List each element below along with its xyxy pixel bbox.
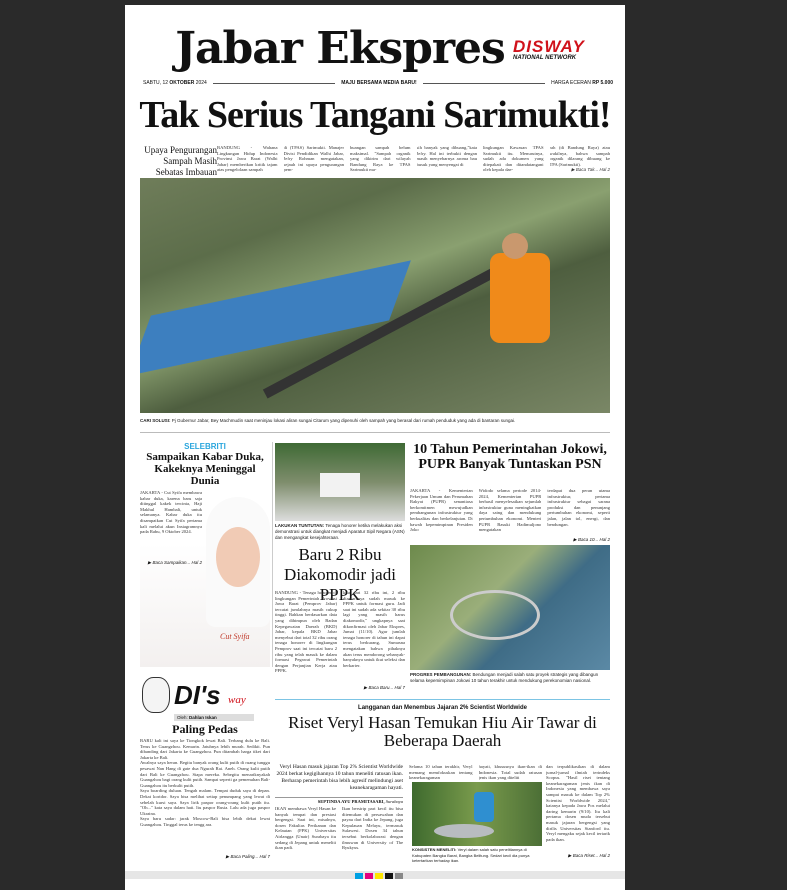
disway-headline: Paling Pedas [172, 722, 238, 736]
column: Selama 10 tahun terakhir, Veryl memang memfokuskan tentang keanekaragaman [409, 764, 473, 781]
column: di (TPAS) Sarimukti. Manajer Divisi Pendidikan Walhi Jabar, Jefry Rohman mengatakan, sejauh ini upaya pengurangan pem- [283, 145, 344, 173]
author-sketch [142, 677, 170, 713]
continued-link[interactable]: ▶ Baca Riset... Hal 2 [568, 853, 610, 858]
pupr-body [410, 488, 610, 538]
continued-link[interactable]: ▶ Baca 10... Hal 2 [573, 537, 610, 542]
divider [140, 432, 610, 433]
column: hayati, khususnya ikan-ikan di Indonesia. Total sudah ratusan jenis ikan yang diteliti [478, 764, 542, 781]
pppk-caption: LAKUKAN TUNTUTAN: Tenaga honorer ketika melakukan aksi demonstrasi untuk diangkat menjadi Aparatur Sipil Negara (ASN) dan mengangkat kesejahteraan. [275, 523, 405, 540]
pupr-caption: PROGRES PEMBANGUNAN: Bendungan menjadi salah satu proyek strategis yang dibangun selama kepemimpinan Jokowi 10 tahun terakhir untuk mendukung perekonomian nasional. [410, 672, 599, 683]
disway-logo: DISWAY [513, 37, 585, 56]
column: IKAN membawa Veryl Hasan ke banyak tempat dan prestasi bergengsi. Saat ini, misalnya, dosen Fakultas Perikanan dan Kelautan (FPK) Universitas Airlangga (Unair) Surabaya itu sedang di Jepang untuk meneliti ikan padi. [275, 806, 336, 851]
masthead-title: Jabar Ekspres [175, 23, 505, 74]
selebriti-body: JAKARTA - Cut Syifa membawa kabar duka, karena baru saja ditinggal kakek tercinta, Haji Makhul Hambali, untuk selamanya. Kabar duka itu disampaikan Cut Syifa pertama kali melalui akun Instagramnya pada Rabu, 9 Oktober 2024. [140, 490, 202, 535]
document-held [320, 473, 360, 497]
column: Widodo selama periode 2014-2024, Kementerian PUPR berhasil menyelesaikan sejumlah infrastruktur guna meningkatkan daya saing dan mendukung pertumbuhan ekonomi. Menteri PUPR Basuki Hadimuljono mengatakan [478, 488, 542, 533]
disway-body: BARU kali ini saya ke Tiongkok lewat Bali. Terbang dulu ke Bali. Terus ke Guangzhou. Kemarin. Jatuhnya lebih murah. Sedikit. Pun dibanding dari Jakarta ke Guangzhou. Pun ditambah harga tiket dari Jakarta ke Bali. Awalnya saya heran. Begitu banyak orang kulit putih di ruang tunggu pesawat Nan Hang di gate dua Ngurah Rai. Aneh. Orang kulit putih dari Bali ke Guangzhou. Siapa mereka. Sebegitu menariknyakah Guangzhou bagi orang kulit putih. Sampai seperti ga pemenuhan Bali-Guangzhou itu berkulit putih. Saya boarding duluan. Tengah malam. Tempat duduk saya di depan. Dekat koridor. Saya bisa melihat setiap penumpang yang lewat di sebelah kursi saya. Saya lirik paspor orang-orang kulit putih itu. "Oh..." kata saya dalam hati. Itu paspor Rusia. Lalu ada juga paspor Ukraina. Saya baru sadar: jarak Moscow-Bali bisa lebih dekat lewat Guangzhou. Tinggal terus ke tengg ara. [140, 738, 270, 827]
pppk-photo [275, 443, 405, 521]
divider [275, 699, 610, 700]
celebrity-face [216, 527, 260, 587]
color-registration-bar [355, 873, 403, 879]
newspaper-page [125, 5, 625, 890]
price: HARGA ECERAN RP 5.000 [551, 80, 614, 86]
fish [434, 824, 494, 838]
tagline: MAJU BERSAMA MEDIA BARU! [341, 80, 417, 86]
boat [140, 260, 411, 375]
column: rah (di Bandung Raya) atau wakilnya, bahwa sampah organik dilarang dibuang ke TPA (Sarimukti). ▶ Baca Tak... Hal 2 [549, 145, 610, 173]
continued-link[interactable]: ▶ Baca Sampaikan... Hal 2 [147, 560, 202, 565]
person-life-vest [490, 253, 550, 343]
main-headline: Tak Serius Tangani Sarimukti! [139, 94, 611, 136]
continued-link[interactable]: ▶ Baca Baru... Hal 7 [363, 685, 405, 690]
person-head [502, 233, 528, 259]
continued-link[interactable]: ▶ Baca Tak... Hal 2 [571, 167, 610, 173]
selebriti-kicker: SELEBRITI [184, 442, 226, 451]
veryl-kicker: Langganan dan Menembus Jajaran 2% Scientist Worldwide [358, 705, 527, 711]
veryl-body-left [275, 806, 403, 854]
column: JAKARTA - Kementerian Pekerjaan Umum dan Perumahan Rakyat (PUPR) senantiasa berkomitmen mewujudkan pembangunan infrastruktur yang berkualitas dan berkelanjutan. Di bawah kepemimpinan Presiden Joko [410, 488, 473, 533]
divider [213, 83, 335, 84]
pupr-headline: 10 Tahun Pemerintahan Jokowi, PUPR Banyak Tuntaskan PSN [413, 442, 607, 472]
main-photo-caption: CARI SOLUSI: Pj Gubernur Jabar, Bey Machmudin saat meninjau lokasi aliran sungai Citarum yang dipenuhi oleh sampah yang berasal dari rumah penduduk yang ada di bantaran sungai. [140, 418, 516, 423]
veryl-body-top [409, 764, 542, 782]
main-photo-river-trash [140, 178, 610, 413]
disway-logo: DI's [174, 680, 221, 710]
veryl-byline: SEPTINDA AYU PRAMITASARI, Surabaya [275, 797, 403, 804]
column: kita dari 32 ribu ini, 2 ribu diantaranya sudah masuk ke PPPK untuk formasi guru. Jadi saat ini sudah ada sekitar 30 ribu lagi yang masih harus diakomodir," ungkapnya saat dikonfirmasi oleh Jabar Ekspres, Jumat (11/10). Agar jumlah tenaga honorer di tahun ini dapat terus berkurang, Sumasna mengatakan bahwa pihaknya akan terus mendorong sebanyak-banyaknya untuk ikut seleksi dan berkarier. [343, 590, 405, 668]
disway-network: NATIONAL NETWORK [513, 55, 577, 61]
divider [423, 83, 545, 84]
column: terdapat dua peran utama infrastruktur, pertama infrastruktur sebagai sarana produksi dan penunjang pertumbuhan ekonomi, seperti jalan, jalan tol, energi, dan bendungan. [547, 488, 611, 527]
veryl-photo [412, 782, 542, 846]
column: lingkungan Kawasan TPAS Sarimukti itu. Menurutnya, sudah ada dokumen yang ditepakati dan ditandatangani oleh kepala dae- [483, 145, 544, 173]
dam-photo [410, 545, 610, 670]
veryl-headline: Riset Veryl Hasan Temukan Hiu Air Tawar di Beberapa Daerah [288, 713, 597, 750]
pppk-headline: Baru 2 Ribu Diakomodir jadi PPPK [284, 545, 396, 604]
dam-road [450, 590, 540, 640]
disway-logo-script: way [228, 694, 246, 706]
pppk-body [275, 590, 405, 685]
veryl-lead: Veryl Hasan masuk jajaran Top 2% Scientist Worldwide 2024 berkat kegigihannya 10 tahun meneliti ratusan ikan. Berharap pemerintah bisa lebih agresif melindungi aset keanekaragaman hayati. [276, 764, 403, 791]
veryl-body-right: dan terpublikasikan di dalam jurnal-jurnal ilmiah terindeks Scopus. "Hasil riset tentang keanekaragaman jenis ikan di Indonesia yang membawa saya sampai masuk ke dalam Top 2% Scientist Worldwide 2024," katanya kepada Jawa Pos melalui daring kemarin (9/10). Itu kali pertama dosen muda tersebut masuk jajaran bergengsi yang dirilis Universitas Stanford itu. Veryl mengaku sejak kecil tertarik pada ikan. [546, 764, 610, 842]
selebriti-section [140, 442, 270, 667]
signature: Cut Syifa [220, 632, 250, 641]
column: sih banyak yang dibuang,"kata Jefry. Hal ini terbukti dengan masih menyebarnya aroma bau busuk yang menyengat di [416, 145, 477, 167]
column: BANDUNG - Wahana Lingkungan Hidup Indonesia Provinsi Jawa Barat (Walhi Jabar) memberikan kritik tajam atas pengelolaan sampah [217, 145, 278, 173]
researcher [474, 792, 494, 822]
continued-link[interactable]: ▶ Baca Paling... Hal 7 [225, 854, 270, 859]
veryl-caption: KONSISTEN MENELITI: Veryl dalam salah satu penelitiannya di Kabupaten Bangka Barat, Bangka Belitung. Sedari kecil dia punya ketertarikan terhadap ikan. [412, 847, 530, 863]
divider [272, 442, 273, 667]
column: BANDUNG - Tenaga honorer di lingkungan Pemerintah Provinsi Jawa Barat (Pemprov Jabar) tercatat jumlahnya masih cukup tinggi. Bahkan berdasarkan data yang dihimpun oleh Badan Kepegawaian Daerah (BKD) Jabar, kepala BKD Jabar menyebut dari total 32 ribu orang tenaga honorer di lingkungan Pemprov saat ini tercatat baru 2 ribu yang telah masuk ke dalam formasi Pegawai Pemerintah dengan Perjanjian Kerja atau PPPK. [275, 590, 337, 674]
byline: Oleh: Dahlan Iskan [174, 714, 254, 721]
dateline [143, 79, 613, 87]
selebriti-headline: Sampaikan Kabar Duka, Kakeknya Meninggal Dunia [146, 451, 264, 487]
issue-date: SABTU, 12 OKTOBER 2024 [143, 80, 207, 86]
main-subhead: Upaya Pengurangan Sampah Masih Sebatas Imbauan [144, 145, 217, 177]
column: buangan sampah belum maksimal. "Sampah organik yang dikirim dari wilayah Bandung Raya ke TPAS Sarimukti ma- [350, 145, 411, 173]
disway-column [140, 672, 270, 862]
column: Ikan bersirip pari kecil itu bisa ditemukan di persawahan dan payau dari India ke Jepang, juga Kepulauan Melayu, termasuk Sulawesi. Dosen 34 tahun tersebut berkolaborasi dengan ilmuwan di University of The Ryukyus. [342, 806, 403, 851]
main-article-body [217, 145, 610, 179]
